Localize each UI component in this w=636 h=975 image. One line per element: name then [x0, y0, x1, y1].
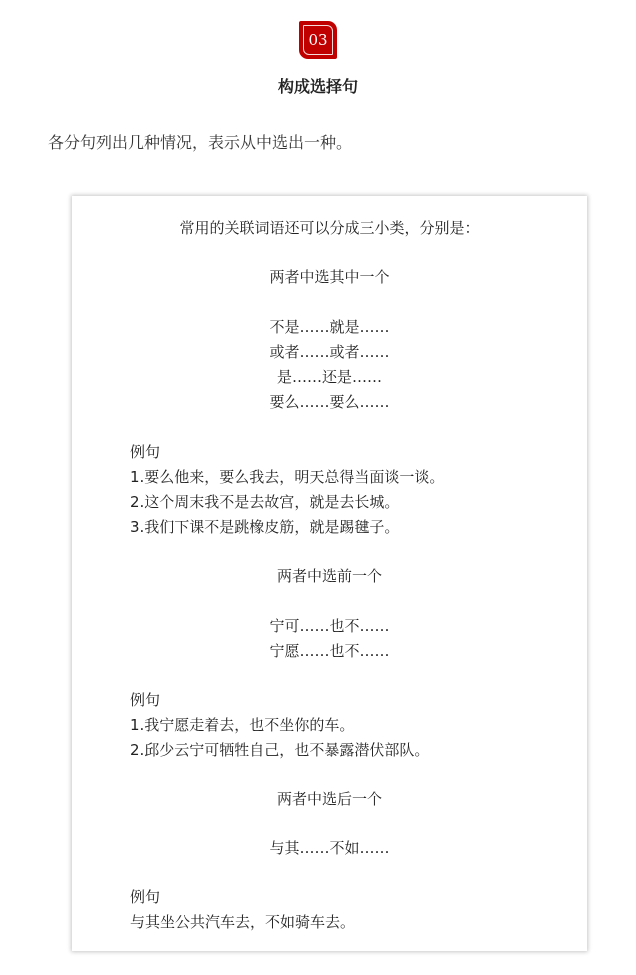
pattern-item: 是……还是……	[276, 368, 382, 386]
example-label: 例句	[130, 888, 161, 906]
pattern-item: 不是……就是……	[269, 318, 390, 336]
section-number: 03	[303, 25, 333, 55]
example-item: 与其坐公共汽车去，不如骑车去。	[130, 913, 356, 931]
pattern-item: 与其……不如……	[269, 839, 390, 857]
pattern-item: 或者……或者……	[269, 343, 390, 361]
example-label: 例句	[130, 443, 161, 461]
pattern-item: 要么……要么……	[269, 393, 390, 411]
example-item: 2.这个周末我不是去故宫，就是去长城。	[130, 493, 400, 511]
example-item: 3.我们下课不是跳橡皮筋，就是踢毽子。	[130, 518, 400, 536]
example-item: 2.邱少云宁可牺牲自己，也不暴露潜伏部队。	[130, 741, 430, 759]
group-heading: 两者中选其中一个	[269, 268, 390, 286]
pattern-item: 宁可……也不……	[269, 617, 390, 635]
section-number-badge	[299, 21, 337, 59]
section-title: 构成选择句	[277, 77, 358, 96]
example-item: 1.我宁愿走着去，也不坐你的车。	[130, 716, 355, 734]
pattern-item: 宁愿……也不……	[269, 642, 390, 660]
example-label: 例句	[130, 691, 161, 709]
card-lead: 常用的关联词语还可以分成三小类，分别是：	[179, 219, 480, 237]
example-item: 1.要么他来，要么我去，明天总得当面谈一谈。	[130, 468, 445, 486]
group-heading: 两者中选前一个	[276, 567, 382, 585]
content-card	[72, 196, 587, 951]
group-heading: 两者中选后一个	[276, 790, 382, 808]
intro-paragraph: 各分句列出几种情况，表示从中选出一种。	[48, 133, 353, 152]
